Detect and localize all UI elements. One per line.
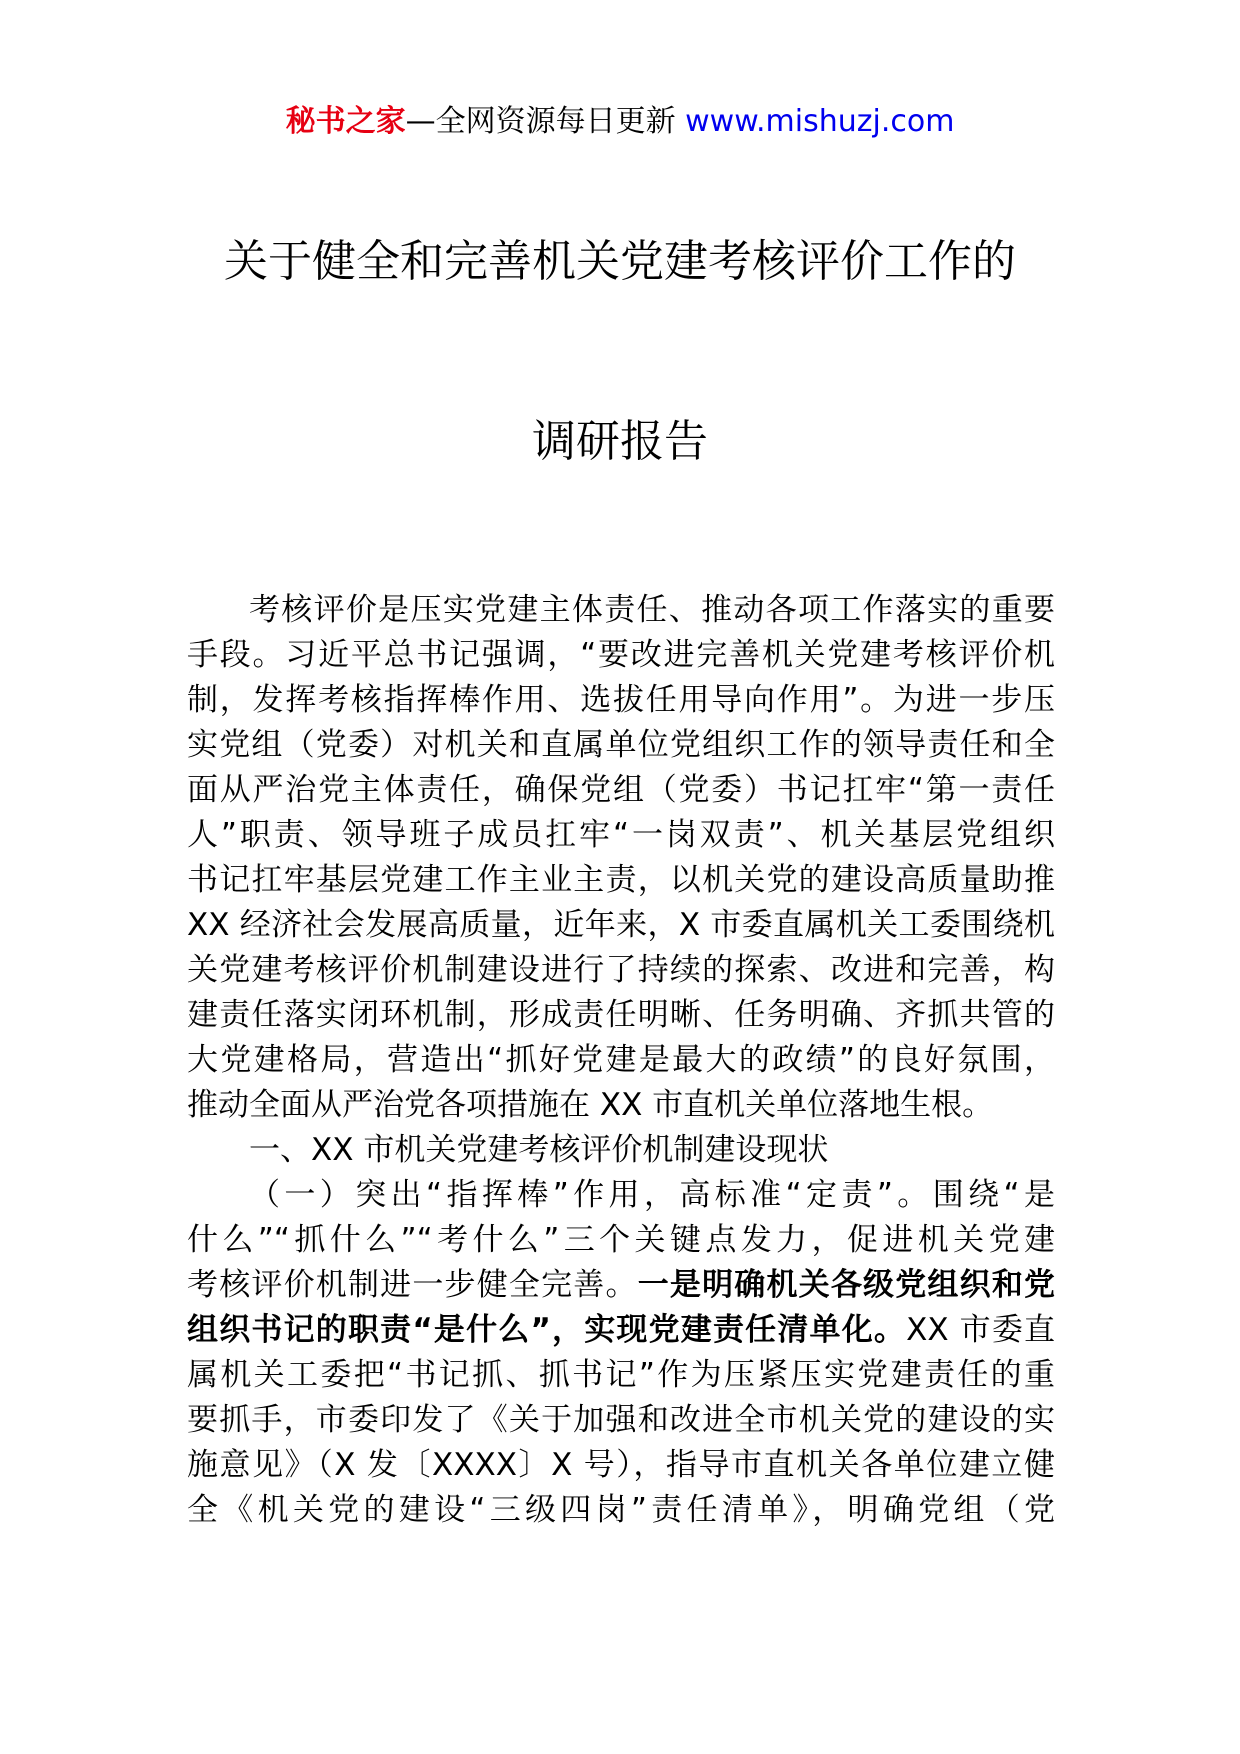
- paragraph-line: 建责任落实闭环机制，形成责任明晰、任务明确、齐抓共管的: [187, 997, 1055, 1033]
- paragraph-line: 施意见》（X 发〔XXXX〕X 号），指导市直机关各单位建立健: [187, 1447, 1055, 1483]
- paragraph-line: XX 经济社会发展高质量，近年来，X 市委直属机关工委围绕机: [187, 907, 1055, 943]
- paragraph-line: 什么”“抓什么”“考什么”三个关键点发力，促进机关党建: [187, 1222, 1055, 1258]
- paragraph-line: 考核评价是压实党建主体责任、推动各项工作落实的重要: [249, 592, 1055, 628]
- paragraph-line: 人”职责、领导班子成员扛牢“一岗双责”、机关基层党组织: [187, 817, 1055, 853]
- bold-emphasis-text: 组织书记的职责“是什么”，实现党建责任清单化。: [187, 1312, 907, 1348]
- site-slogan: —全网资源每日更新: [405, 104, 686, 139]
- paragraph-line: 手段。习近平总书记强调，“要改进完善机关党建考核评价机: [187, 637, 1055, 673]
- paragraph-text: 考核评价机制进一步健全完善。: [187, 1267, 638, 1303]
- paragraph-line: 要抓手，市委印发了《关于加强和改进全市机关党的建设的实: [187, 1402, 1055, 1438]
- paragraph-line: 推动全面从严治党各项措施在 XX 市直机关单位落地生根。: [187, 1087, 994, 1123]
- paragraph-line: 关党建考核评价机制建设进行了持续的探索、改进和完善，构: [187, 952, 1055, 988]
- section-heading: 一、XX 市机关党建考核评价机制建设现状: [249, 1132, 829, 1168]
- paragraph-line: 属机关工委把“书记抓、抓书记”作为压紧压实党建责任的重: [187, 1357, 1055, 1393]
- paragraph-line: （一）突出“指挥棒”作用，高标准“定责”。围绕“是: [249, 1177, 1055, 1213]
- document-title-line-1: 关于健全和完善机关党建考核评价工作的: [224, 236, 1016, 287]
- paragraph-line: 大党建格局，营造出“抓好党建是最大的政绩”的良好氛围，: [187, 1042, 1055, 1078]
- paragraph-line: 全《机关党的建设“三级四岗”责任清单》，明确党组（党: [187, 1492, 1055, 1528]
- bold-emphasis-text: 一是明确机关各级党组织和党: [637, 1267, 1056, 1303]
- site-name: 秘书之家: [285, 104, 406, 139]
- document-body: [187, 588, 1055, 1533]
- paragraph-line: 实党组（党委）对机关和直属单位党组织工作的领导责任和全: [187, 727, 1055, 763]
- site-url-link[interactable]: www.mishuzj.com: [685, 104, 955, 139]
- paragraph-text: XX 市委直: [906, 1312, 1056, 1348]
- document-title-line-2: 调研报告: [532, 416, 708, 467]
- site-header: [0, 100, 1240, 144]
- paragraph-line-mixed: [187, 1263, 1055, 1308]
- paragraph-line: 制，发挥考核指挥棒作用、选拔任用导向作用”。为进一步压: [187, 682, 1055, 718]
- paragraph-line: 书记扛牢基层党建工作主业主责，以机关党的建设高质量助推: [187, 862, 1055, 898]
- paragraph-line: 面从严治党主体责任，确保党组（党委）书记扛牢“第一责任: [187, 772, 1055, 808]
- paragraph-line-mixed: [187, 1308, 1055, 1353]
